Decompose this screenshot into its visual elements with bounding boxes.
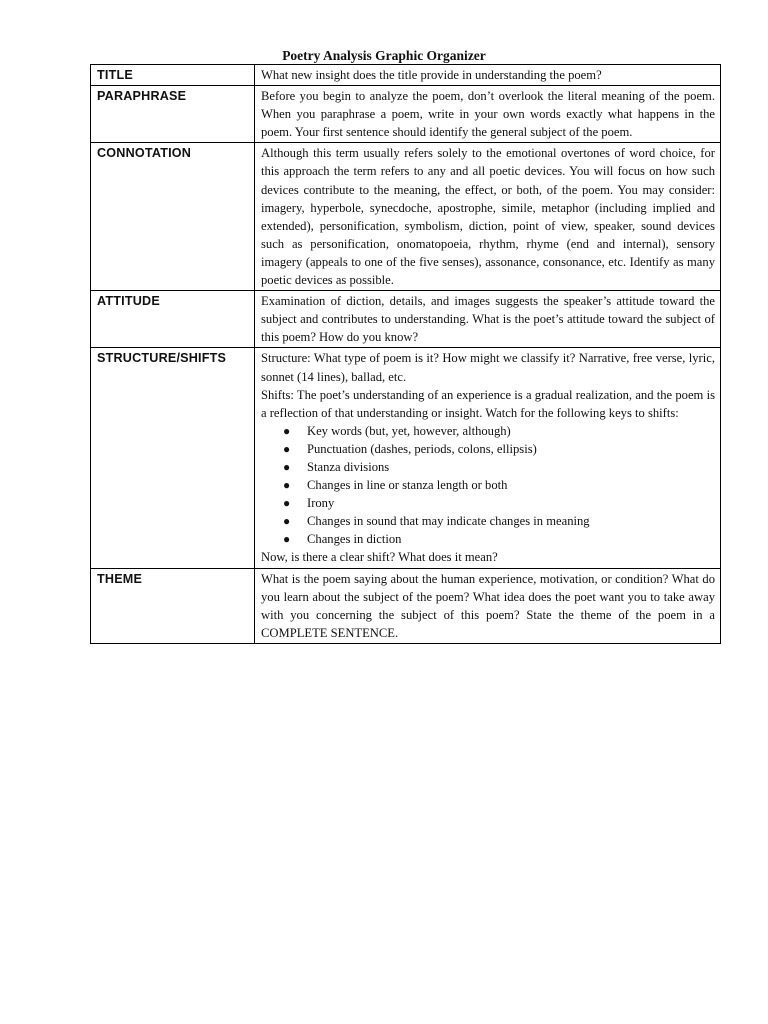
structure-text: Structure: What type of poem is it? How might we classify it? Narrative, free verse, lyric, sonnet (14 lines), ballad, etc. [261, 351, 715, 384]
table-row-theme [91, 568, 721, 643]
list-item-text: Key words (but, yet, however, although) [307, 423, 511, 438]
list-item [283, 476, 715, 494]
bullet-icon: ● [283, 478, 291, 493]
list-item [283, 530, 715, 548]
bullet-icon: ● [283, 532, 291, 547]
row-label: ATTITUDE [91, 291, 255, 348]
row-label: THEME [91, 568, 255, 643]
list-item-text: Changes in sound that may indicate changes in meaning [307, 514, 590, 529]
shift-keys-list [261, 422, 715, 549]
row-description [255, 348, 721, 568]
row-label: PARAPHRASE [91, 86, 255, 143]
row-description: Examination of diction, details, and images suggests the speaker’s attitude toward the subject and contributes to understanding. What is the poet’s attitude toward the subject of this poem? How do you know? [255, 291, 721, 348]
bullet-icon: ● [283, 496, 291, 511]
bullet-icon: ● [283, 423, 291, 438]
list-item [283, 494, 715, 512]
list-item-text: Punctuation (dashes, periods, colons, ellipsis) [307, 441, 537, 456]
row-label: TITLE [91, 65, 255, 86]
list-item-text: Changes in diction [307, 532, 402, 547]
list-item [283, 512, 715, 530]
table-row-connotation [91, 143, 721, 291]
table-row-structure-shifts [91, 348, 721, 568]
organizer-table [90, 64, 721, 644]
closing-text: Now, is there a clear shift? What does it mean? [261, 550, 498, 565]
list-item-text: Stanza divisions [307, 459, 390, 474]
bullet-icon: ● [283, 459, 291, 474]
bullet-icon: ● [283, 514, 291, 529]
row-label: CONNOTATION [91, 143, 255, 291]
row-description: Before you begin to analyze the poem, don’t overlook the literal meaning of the poem. When you paraphrase a poem, write in your own words exactly what happens in the poem. Your first sentence should identify the general subject of the poem. [255, 86, 721, 143]
list-item [283, 458, 715, 476]
shifts-text: Shifts: The poet’s understanding of an experience is a gradual realization, and the poem is a reflection of that understanding or insight. Watch for the following keys to shifts: [261, 387, 715, 420]
row-description: What new insight does the title provide in understanding the poem? [255, 65, 721, 86]
table-row-paraphrase [91, 86, 721, 143]
list-item-text: Changes in line or stanza length or both [307, 478, 508, 493]
list-item [283, 422, 715, 440]
row-label: STRUCTURE/SHIFTS [91, 348, 255, 568]
bullet-icon: ● [283, 441, 291, 456]
list-item [283, 440, 715, 458]
row-description: Although this term usually refers solely to the emotional overtones of word choice, for this approach the term refers to any and all poetic devices. You will focus on how such devices contribute to the meaning, the effect, or both, of the poem. You may consider: imagery, hyperbole, synecdoche, apostrophe, simile, metaphor (including implied and extended), personification, symbolism, diction, point of view, speaker, sound devices such as personification, onomatopoeia, rhythm, rhyme (end and internal), sensory imagery (appeals to one of the five senses), assonance, consonance, etc. Identify as many poetic devices as possible. [255, 143, 721, 291]
list-item-text: Irony [307, 496, 335, 511]
document-title: Poetry Analysis Graphic Organizer [282, 48, 486, 63]
table-row-title [91, 65, 721, 86]
row-description: What is the poem saying about the human experience, motivation, or condition? What do you learn about the subject of the poem? What idea does the poet want you to take away with you concerning the subject of this poem? State the theme of the poem in a COMPLETE SENTENCE. [255, 568, 721, 643]
table-row-attitude [91, 291, 721, 348]
